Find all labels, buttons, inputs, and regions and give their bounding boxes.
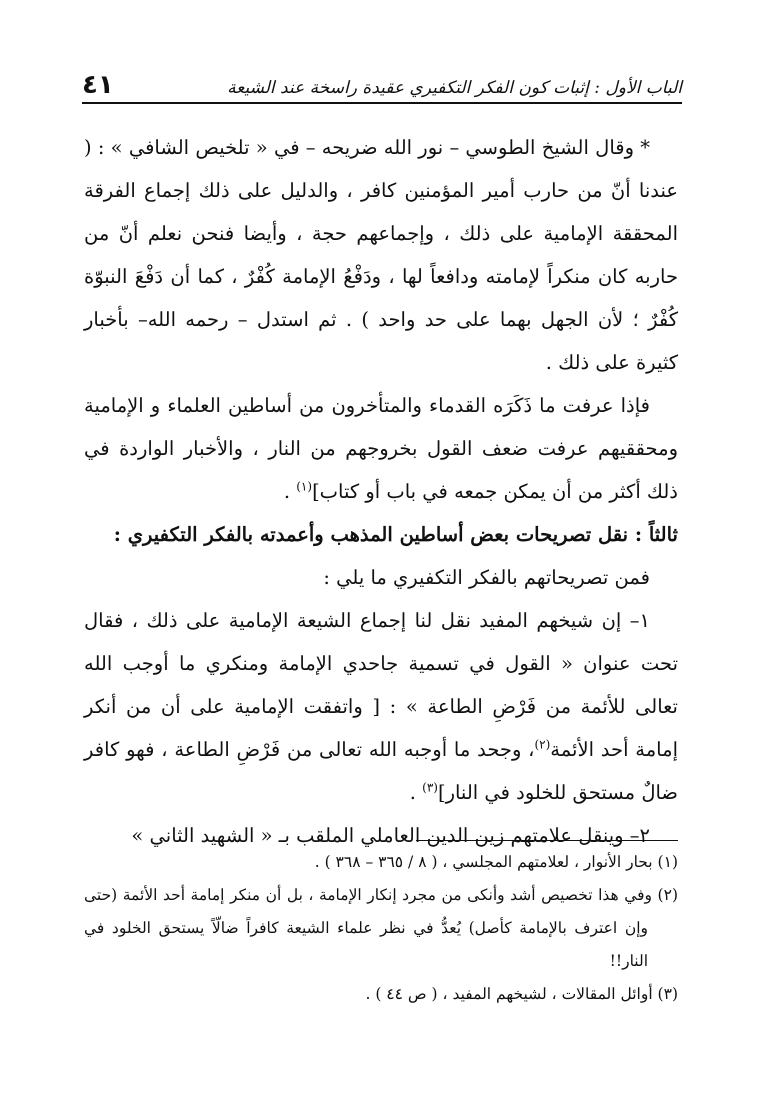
footnote-3: (٣) أوائل المقالات ، لشيخهم المفيد ، ( ص ٤٤ ) . bbox=[365, 985, 678, 1003]
paragraph-tusi-quote: * وقال الشيخ الطوسي – نور الله ضريحه – في « تلخيص الشافي » : ( عندنا أنّ من حارب أمير المؤمنين كافر ، والدليل على ذلك إجماع الفرقة المحققة الإمامية على ذلك ، وإجماعهم حجة ، وأيضا فنحن نعلم أنّ من حاربه كان منكراً لإمامته ودافعاً لها ، ودَفْعُ الإمامة كُفْرٌ ، كما أن دَفْعَ النبوّة كُفْرٌ ؛ لأن الجهل بهما على حد واحد ) . ثم استدل – رحمه الله– بأخبار كثيرة على ذلك . bbox=[84, 136, 678, 374]
section-heading-third: ثالثاً : نقل تصريحات بعض أساطين المذهب وأعمدته بالفكر التكفيري : bbox=[113, 523, 678, 546]
footnote-ref-3: (٣) bbox=[422, 780, 438, 795]
page-number: ٤١ bbox=[82, 70, 114, 100]
footnote-ref-2: (٢) bbox=[534, 737, 551, 752]
paragraph-conclusion bbox=[84, 384, 678, 513]
end-mark: . bbox=[409, 781, 423, 804]
footnotes bbox=[84, 846, 678, 1011]
running-header bbox=[82, 62, 682, 104]
paragraph-item-1 bbox=[84, 599, 678, 814]
paragraph-intro-list: فمن تصريحاتهم بالفكر التكفيري ما يلي : bbox=[323, 566, 650, 589]
item-1-text-b: ، وجحد ما أوجبه الله تعالى من فَرْضِ الطاعة ، فهو كافر ضالٌ مستحق للخلود في النار] bbox=[84, 738, 678, 804]
footnote-ref-1: (١) bbox=[296, 479, 313, 494]
paragraph-item-2: ٢– وينقل علامتهم زين الدين العاملي الملقب بـ « الشهيد الثاني » bbox=[131, 824, 650, 847]
footnote-divider bbox=[416, 840, 678, 841]
header-title: الباب الأول : إثبات كون الفكر التكفيري عقيدة راسخة عند الشيعة bbox=[227, 78, 682, 98]
item-1-text-a: ١– إن شيخهم المفيد نقل لنا إجماع الشيعة الإمامية على ذلك ، فقال تحت عنوان « القول في تسمية جاحدي الإمامة ومنكري ما أوجب الله تعالى للأئمة من فَرْضِ الطاعة » : [ واتفقت الإمامية على أن من أنكر إمامة أحد الأئمة bbox=[84, 609, 678, 761]
main-text bbox=[84, 126, 678, 857]
footnote-2: (٢) وفي هذا تخصيص أشد وأنكى من مجرد إنكار الإمامة ، بل أن منكر إمامة أحد الأئمة (حتى وإن اعترف بالإمامة كأصل) يُعدُّ في نظر علماء الشيعة كافراً ضالّاً يستحق الخلود في النار!! bbox=[84, 886, 678, 970]
footnote-1: (١) بحار الأنوار ، لعلامتهم المجلسي ، ( ٨ / ٣٦٥ – ٣٦٨ ) . bbox=[314, 853, 678, 871]
end-mark: . bbox=[283, 480, 297, 503]
paragraph-conclusion-text: فإذا عرفت ما ذَكَرَه القدماء والمتأخرون من أساطين العلماء و الإمامية ومحققيهم عرفت ضعف القول بخروجهم من النار ، والأخبار الواردة في ذلك أكثر من أن يمكن جمعه في باب أو كتاب] bbox=[84, 394, 678, 503]
